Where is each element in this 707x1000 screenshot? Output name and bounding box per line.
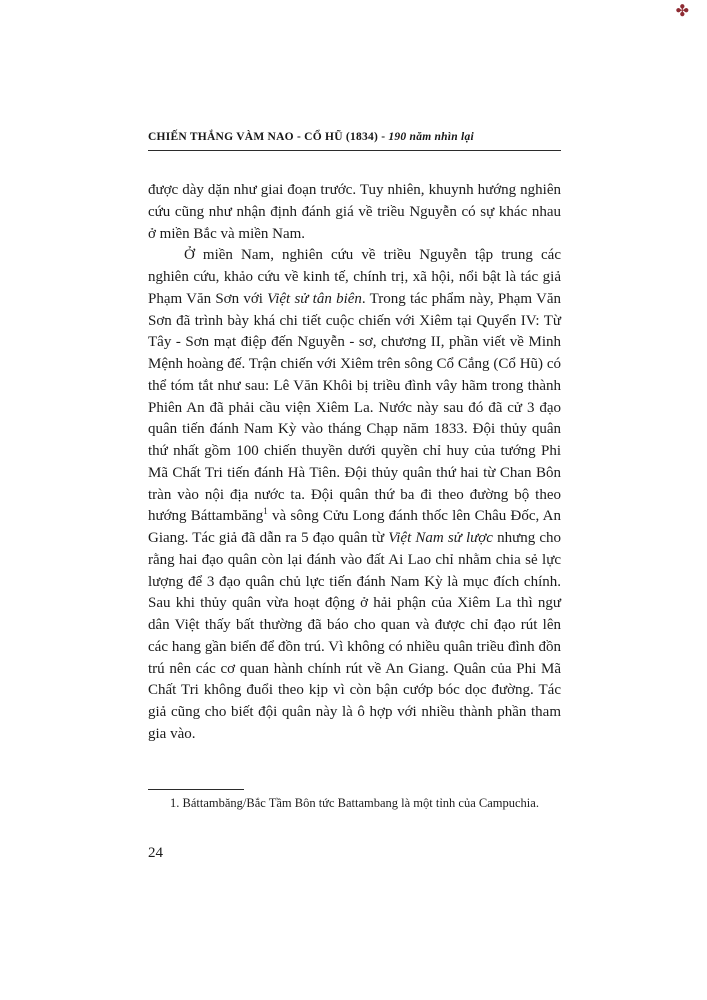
- page-number: 24: [148, 845, 163, 861]
- body-text: [148, 180, 561, 746]
- italic-text-run: Việt Nam sử lược: [388, 530, 493, 546]
- text-run: Ở miền Nam, nghiên cứu về triều Nguyễn tập trung các nghiên cứu, khảo cứu về kinh tế, chính trị, xã hội, nổi bật là tác giả Phạm Văn Sơn với: [148, 247, 561, 307]
- paragraph: [148, 180, 561, 245]
- text-run: . Trong tác phẩm này, Phạm Văn Sơn đã trình bày khá chi tiết cuộc chiến với Xiêm tại Quyển IV: Từ Tây - Sơn mạt điệp đến Nguyễn - sơ, chương II, phần viết về Minh Mệnh hoàng đế. Trận chiến với Xiêm trên sông Cổ Cắng (Cổ Hũ) có thể tóm tắt như sau: Lê Văn Khôi bị triều đình vây hãm trong thành Phiên An đã phải cầu viện Xiêm La. Nước này sau đó đã cử 3 đạo quân tiến đánh Nam Kỳ vào tháng Chạp năm 1833. Đội thủy quân thứ nhất gồm 100 chiến thuyền dưới quyền chỉ huy của tướng Phi Mã Chất Tri tiến đánh Hà Tiên. Đội thủy quân thứ hai từ Chan Bôn tràn vào nội địa nước ta. Đội quân thứ ba đi theo đường bộ theo hướng Báttambăng: [148, 290, 561, 525]
- running-header: [148, 131, 561, 143]
- text-run: và sông Cửu Long đánh thốc lên Châu Đốc, An Giang. Tác giả đã dẫn ra 5 đạo quân từ: [148, 508, 561, 546]
- text-run: được dày dặn như giai đoạn trước. Tuy nhiên, khuynh hướng nghiên cứu cũng như nhận định đánh giá về triều Nguyễn có sự khác nhau ở miền Bắc và miền Nam.: [148, 182, 561, 242]
- flower-ornament-icon: ✤: [675, 3, 689, 20]
- footnote: 1. Báttambăng/Bắc Tầm Bôn tức Battambang là một tỉnh của Campuchia.: [170, 796, 539, 810]
- footnote-separator: [148, 789, 244, 790]
- text-run: nhưng cho rằng hai đạo quân còn lại đánh vào đất Ai Lao chỉ nhằm chia sẻ lực lượng để 3 đạo quân chủ lực tiến đánh Nam Kỳ là mục đích chính. Sau khi thủy quân vừa hoạt động ở hải phận của Xiêm La thì ngư dân Việt thấy bất thường đã báo cho quan và được chỉ đạo rút lên các hang gần biển để đồn trú. Vì không có nhiều quân triều đình đồn trú nên các cơ quan hành chính rút về An Giang. Quân của Phi Mã Chất Tri không đuổi theo kịp vì còn bận cướp bóc dọc đường. Tác giả cũng cho biết đội quân này là ô hợp với nhiều thành phần tham gia vào.: [148, 530, 561, 742]
- italic-text-run: Việt sử tân biên: [267, 290, 362, 307]
- running-header-title: CHIẾN THẮNG VÀM NAO - CỔ HŨ (1834) -: [148, 131, 389, 143]
- running-header-subtitle: 190 năm nhìn lại: [388, 131, 474, 143]
- footnote-marker: 1: [263, 506, 268, 517]
- header-rule: [148, 150, 561, 151]
- paragraph: [148, 245, 561, 745]
